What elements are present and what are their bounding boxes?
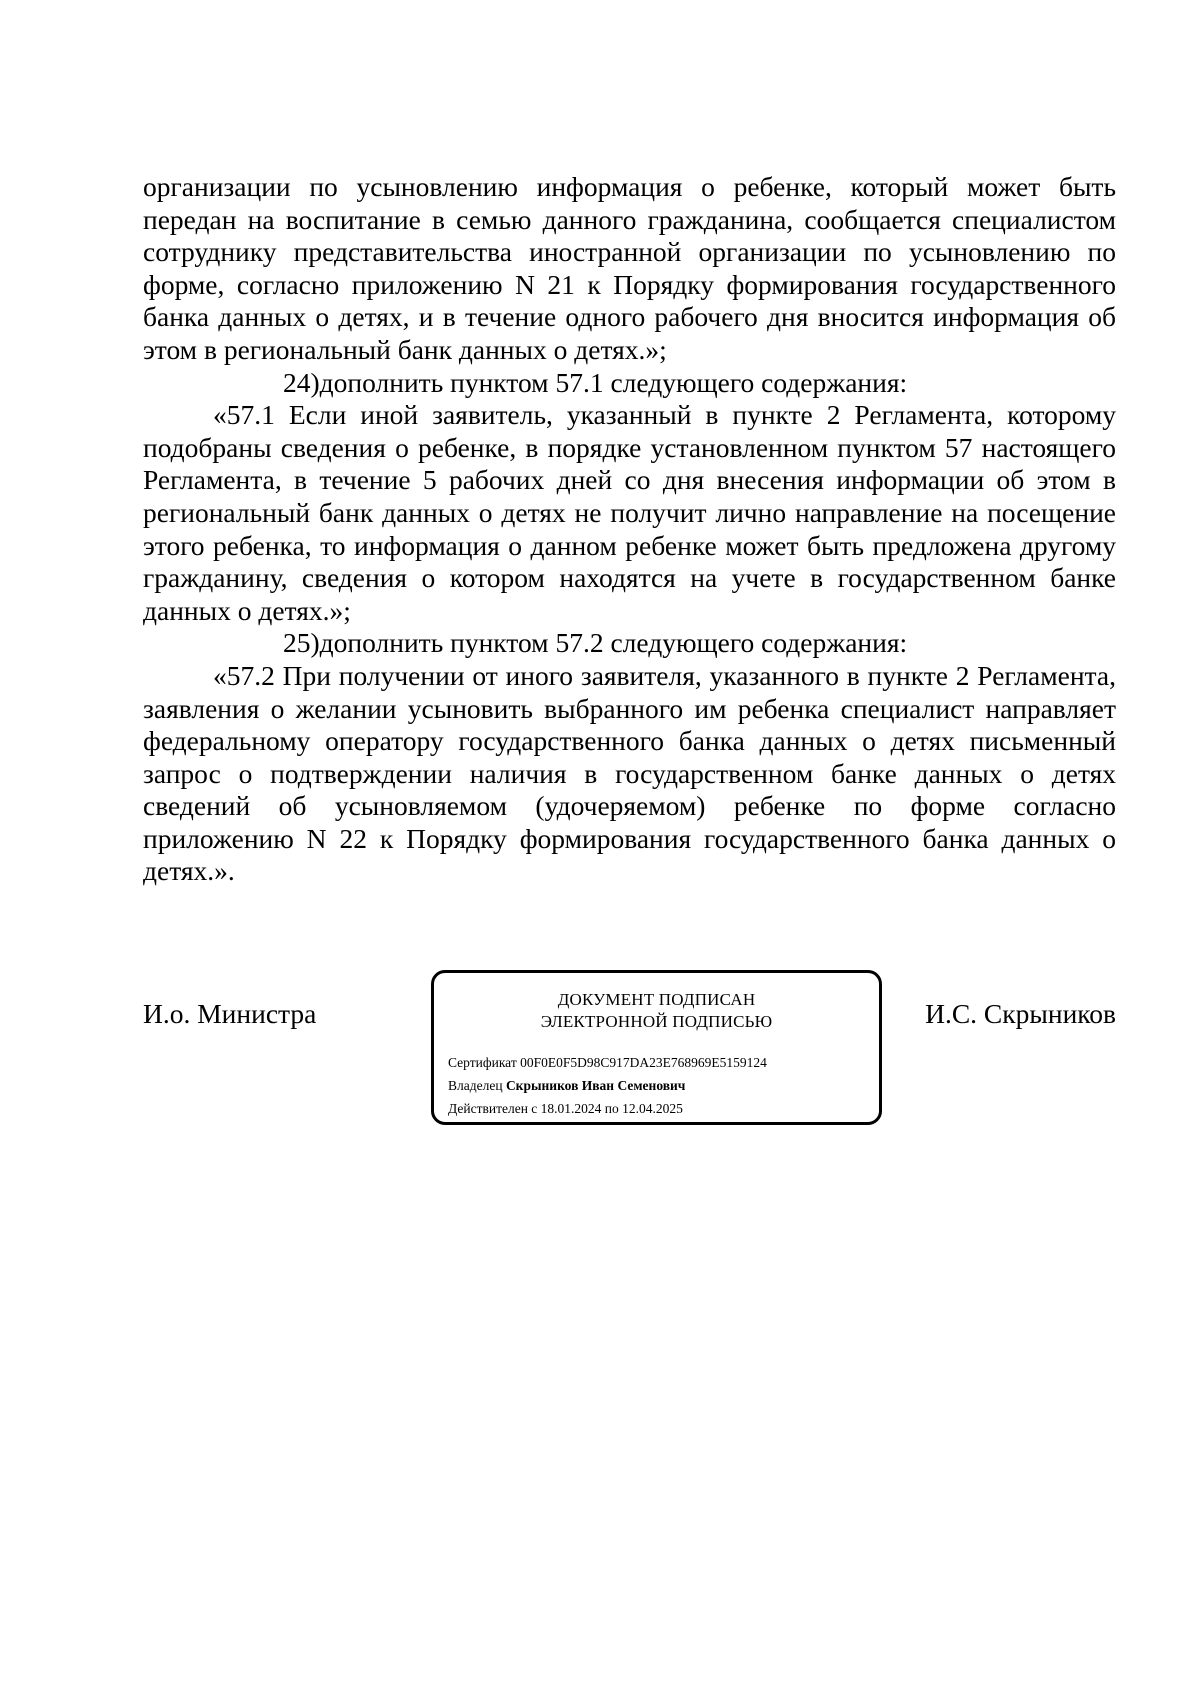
signatory-name: И.С. Скрыников [925, 998, 1116, 1029]
signature-block [143, 970, 1116, 1140]
paragraph-text: «57.2 При получении от иного заявителя, указанного в пункте 2 Регламента, заявления о желании усыновить выбранного им ребенка специалист направляет федеральному оператору государственного банка данных о детях письменный запрос о подтверждении наличия в государственном банке данных о детях сведений об усыновляемом (удочеряемом) ребенке по форме согласно приложению N 22 к Порядку формирования государственного банка данных о детях.». [143, 659, 1116, 887]
stamp-title-line: ДОКУМЕНТ ПОДПИСАН [557, 990, 756, 1009]
valid-to: 12.04.2025 [622, 1101, 683, 1116]
certificate-value: 00F0E0F5D98C917DA23E768969E5159124 [520, 1055, 767, 1070]
stamp-details [448, 1051, 767, 1120]
owner-label: Владелец [448, 1078, 503, 1093]
certificate-label: Сертификат [448, 1055, 517, 1070]
list-item-text: дополнить пунктом 57.2 следующего содержания: [319, 627, 908, 659]
electronic-signature-stamp [431, 970, 882, 1125]
paragraph-57-1 [143, 399, 1116, 627]
paragraph-57-2 [143, 660, 1116, 888]
owner-value: Скрыников Иван Семенович [505, 1078, 686, 1093]
stamp-title [434, 989, 879, 1033]
stamp-certificate-line [448, 1051, 767, 1074]
list-item-number: 25) [283, 627, 320, 659]
stamp-title-line: ЭЛЕКТРОННОЙ ПОДПИСЬЮ [540, 1012, 773, 1031]
paragraph-text: «57.1 Если иной заявитель, указанный в пункте 2 Регламента, которому подобраны сведения о ребенке, в порядке установленном пунктом 57 настоящего Регламента, в течение 5 рабочих дней со дня внесения информации об этом в региональный банк данных о детях не получит лично направление на посещение этого ребенка, то информация о данном ребенке может быть предложена другому гражданину, сведения о котором находятся на учете в государственном банке данных о детях.»; [143, 399, 1116, 626]
signatory-position: И.о. Министра [143, 998, 317, 1029]
list-item-24 [143, 367, 1116, 400]
valid-label: Действителен с [448, 1101, 538, 1116]
paragraph-text: организации по усыновлению информация о ребенке, который может быть передан на воспитание в семью данного гражданина, сообщается специалистом сотруднику представительства иностранной организации по усыновлению по форме, согласно приложению N 21 к Порядку формирования государственного банка данных о детях, и в течение одного рабочего дня вносится информация об этом в региональный банк данных о детях.»; [143, 171, 1116, 365]
valid-to-label: по [604, 1101, 619, 1116]
paragraph-continuation [143, 171, 1116, 367]
stamp-validity-line [448, 1097, 767, 1120]
stamp-owner-line [448, 1074, 767, 1097]
document-body [143, 171, 1116, 888]
valid-from: 18.01.2024 [540, 1101, 602, 1116]
list-item-number: 24) [283, 366, 320, 398]
list-item-text: дополнить пунктом 57.1 следующего содержания: [319, 366, 908, 398]
list-item-25 [143, 627, 1116, 660]
